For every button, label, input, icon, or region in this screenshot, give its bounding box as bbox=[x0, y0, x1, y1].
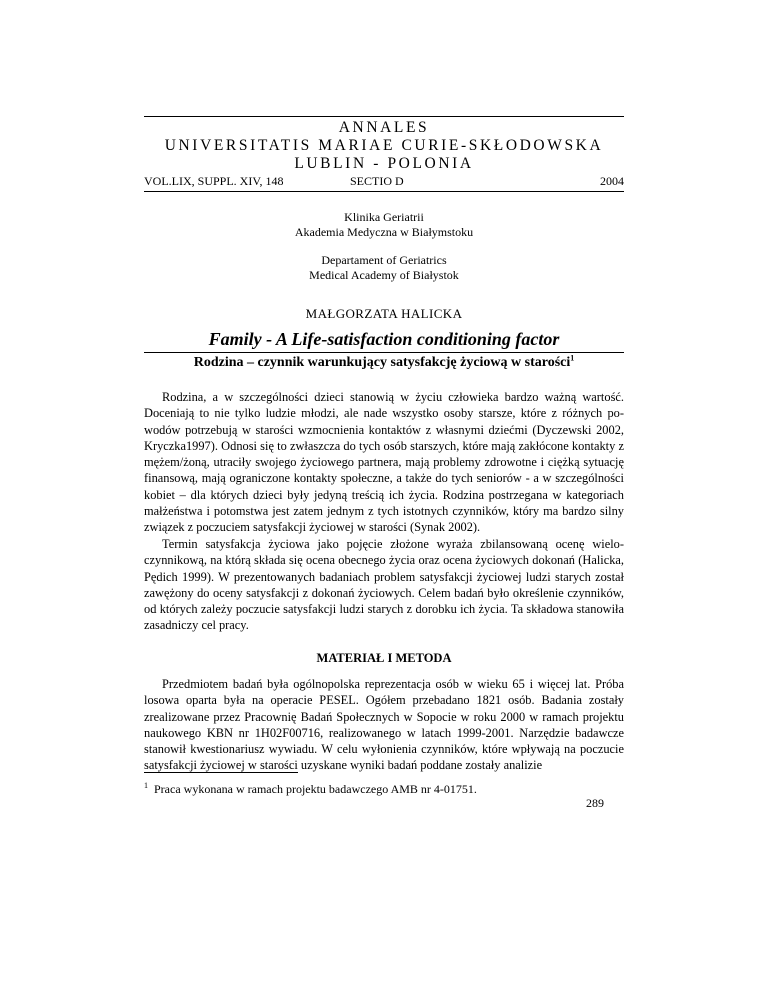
affiliation-pl-line1: Klinika Geriatrii bbox=[344, 210, 424, 224]
paragraph-3: Przedmiotem badań była ogólnopolska reprezentacja osób w wieku 65 i więcej lat. Próba losowa oparta była na operacie PESEL. Ogółem przebadano 1821 osób. Badania zostały zrealizowane przez Pracownię Badań Społecznych w Sopocie w roku 2000 w ramach projektu naukowego KBN nr 1H02F00716, realizowanego w latach 1999-2001. Narzędzie badawcze stanowił kwestionariusz wywiadu. W celu wyłonienia czynników, które wpływają na poczucie satysfakcji życiowej w starości uzyskane wyniki badań poddane zostały analizie bbox=[144, 677, 624, 773]
page-number: 289 bbox=[586, 796, 604, 810]
subtitle-text: Rodzina – czynnik warunkujący satysfakcję życiową w starości bbox=[193, 355, 571, 370]
volume-info: VOL.LIX, SUPPL. XIV, 148 bbox=[144, 174, 284, 188]
affiliation-pl-line2: Akademia Medyczna w Białymstoku bbox=[294, 225, 474, 239]
journal-name-line2: UNIVERSITATIS MARIAE CURIE-SKŁODOWSKA bbox=[164, 137, 604, 154]
article-subtitle bbox=[144, 355, 624, 371]
year-info: 2004 bbox=[600, 174, 624, 188]
footnote bbox=[144, 782, 624, 797]
header-top-rule bbox=[144, 116, 624, 117]
header-bottom-rule bbox=[144, 191, 624, 192]
author-name: MAŁGORZATA HALICKA bbox=[305, 306, 463, 321]
footnote-text: Praca wykonana w ramach projektu badawczego AMB nr 4-01751. bbox=[154, 782, 477, 796]
footnote-reference: 1 bbox=[570, 353, 575, 363]
sectio-info: SECTIO D bbox=[350, 174, 404, 188]
affiliation-en-line2: Medical Academy of Białystok bbox=[309, 268, 459, 282]
footnote-rule bbox=[144, 772, 298, 773]
affiliation-en-line1: Departament of Geriatrics bbox=[321, 253, 447, 267]
paragraph-1: Rodzina, a w szczególności dzieci stanowią w życiu człowieka bardzo ważną wartość. Doceniają to nie tylko ludzie młodzi, ale nade wszystko osoby starsze, które z różnych powodów potrzebują w starości wzmocnienia kontaktów z własnymi dziećmi (Dyczewski 2002, Kryczka1997). Odnosi się to zwłaszcza do tych osób starszych, które mają zakłócone kontakty z mężem/żoną, utraciły swojego życiowego partnera, mają problemy zdrowotne i ciężką sytuację finansową, mają ograniczone kontakty społeczne, a także do tych seniorów - a w szczególności kobiet – dla których dzieci były jedyną treścią ich życia. Rodzina postrzegana w kategoriach małżeństwa i potomstwa jest zatem jednym z tych istotnych czynników, który ma bardzo silny związek z poczuciem satysfakcji życiowej w starości (Synak 2002). bbox=[144, 390, 624, 535]
journal-name-line3: LUBLIN - POLONIA bbox=[294, 155, 474, 172]
article-title: Family - A Life-satisfaction conditioning factor bbox=[208, 329, 560, 349]
footnote-number: 1 bbox=[144, 781, 148, 790]
section-heading: MATERIAŁ I METODA bbox=[316, 651, 452, 665]
title-rule bbox=[144, 352, 624, 353]
paragraph-2: Termin satysfakcja życiowa jako pojęcie złożone wyraża zbilansowaną ocenę wieloczynnikową, na którą składa się ocena obecnego życia oraz ocena życiowych dokonań (Halicka, Pędich 1999). W prezentowanych badaniach problem satysfakcji życiowej ludzi starych został zawężony do oceny satysfakcji z dokonań życiowych. Celem badań było określenie czynników, od których zależy poczucie satysfakcji ludzi starych z dorobku ich życia. Ta składowa stanowiła zasadniczy cel pracy. bbox=[144, 537, 624, 633]
journal-name-line1: ANNALES bbox=[338, 119, 430, 136]
